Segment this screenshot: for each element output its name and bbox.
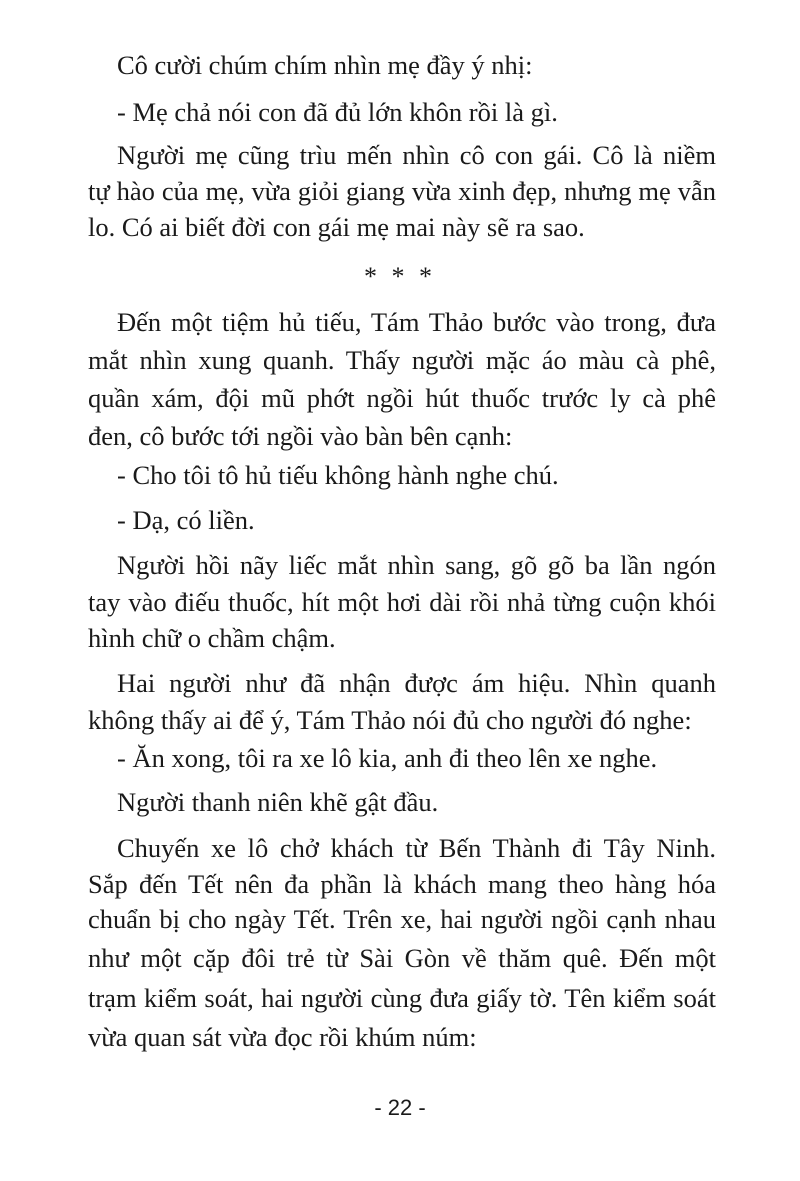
text-line: - Dạ, có liền. xyxy=(117,505,255,535)
text-line: Sắp đến Tết nên đa phần là khách mang theo hàng hóa xyxy=(88,869,716,899)
text-line: - Cho tôi tô hủ tiếu không hành nghe chú. xyxy=(117,460,559,490)
text-line: trạm kiểm soát, hai người cùng đưa giấy tờ. Tên kiểm soát xyxy=(88,983,716,1013)
text-line: đen, cô bước tới ngồi vào bàn bên cạnh: xyxy=(88,421,513,451)
text-line: Cô cười chúm chím nhìn mẹ đầy ý nhị: xyxy=(117,50,533,80)
section-break: * * * xyxy=(364,262,436,291)
text-line: Người hồi nãy liếc mắt nhìn sang, gõ gõ ba lần ngón xyxy=(117,550,716,580)
text-line: như một cặp đôi trẻ từ Sài Gòn về thăm quê. Đến một xyxy=(88,943,716,973)
page-number: - 22 - xyxy=(374,1095,426,1120)
text-line: quần xám, đội mũ phớt ngồi hút thuốc trước ly cà phê xyxy=(88,383,716,413)
text-line: Đến một tiệm hủ tiếu, Tám Thảo bước vào trong, đưa xyxy=(117,307,716,337)
text-line: chuẩn bị cho ngày Tết. Trên xe, hai người ngồi cạnh nhau xyxy=(88,904,716,934)
text-line: lo. Có ai biết đời con gái mẹ mai này sẽ ra sao. xyxy=(88,212,585,242)
text-line: tay vào điếu thuốc, hít một hơi dài rồi nhả từng cuộn khói xyxy=(88,587,716,617)
text-line: Chuyến xe lô chở khách từ Bến Thành đi Tây Ninh. xyxy=(117,833,716,863)
text-line: vừa quan sát vừa đọc rồi khúm núm: xyxy=(88,1022,477,1052)
text-line: - Ăn xong, tôi ra xe lô kia, anh đi theo lên xe nghe. xyxy=(117,743,658,773)
text-line: tự hào của mẹ, vừa giỏi giang vừa xinh đẹp, nhưng mẹ vẫn xyxy=(88,176,716,206)
text-line: Hai người như đã nhận được ám hiệu. Nhìn quanh xyxy=(117,668,716,698)
text-line: mắt nhìn xung quanh. Thấy người mặc áo màu cà phê, xyxy=(88,345,716,375)
text-line: Người mẹ cũng trìu mến nhìn cô con gái. Cô là niềm xyxy=(117,140,716,170)
text-line: - Mẹ chả nói con đã đủ lớn khôn rồi là gì. xyxy=(117,97,558,127)
text-line: không thấy ai để ý, Tám Thảo nói đủ cho người đó nghe: xyxy=(88,705,692,735)
text-line: Người thanh niên khẽ gật đầu. xyxy=(117,787,439,817)
text-line: hình chữ o chầm chậm. xyxy=(88,623,336,653)
